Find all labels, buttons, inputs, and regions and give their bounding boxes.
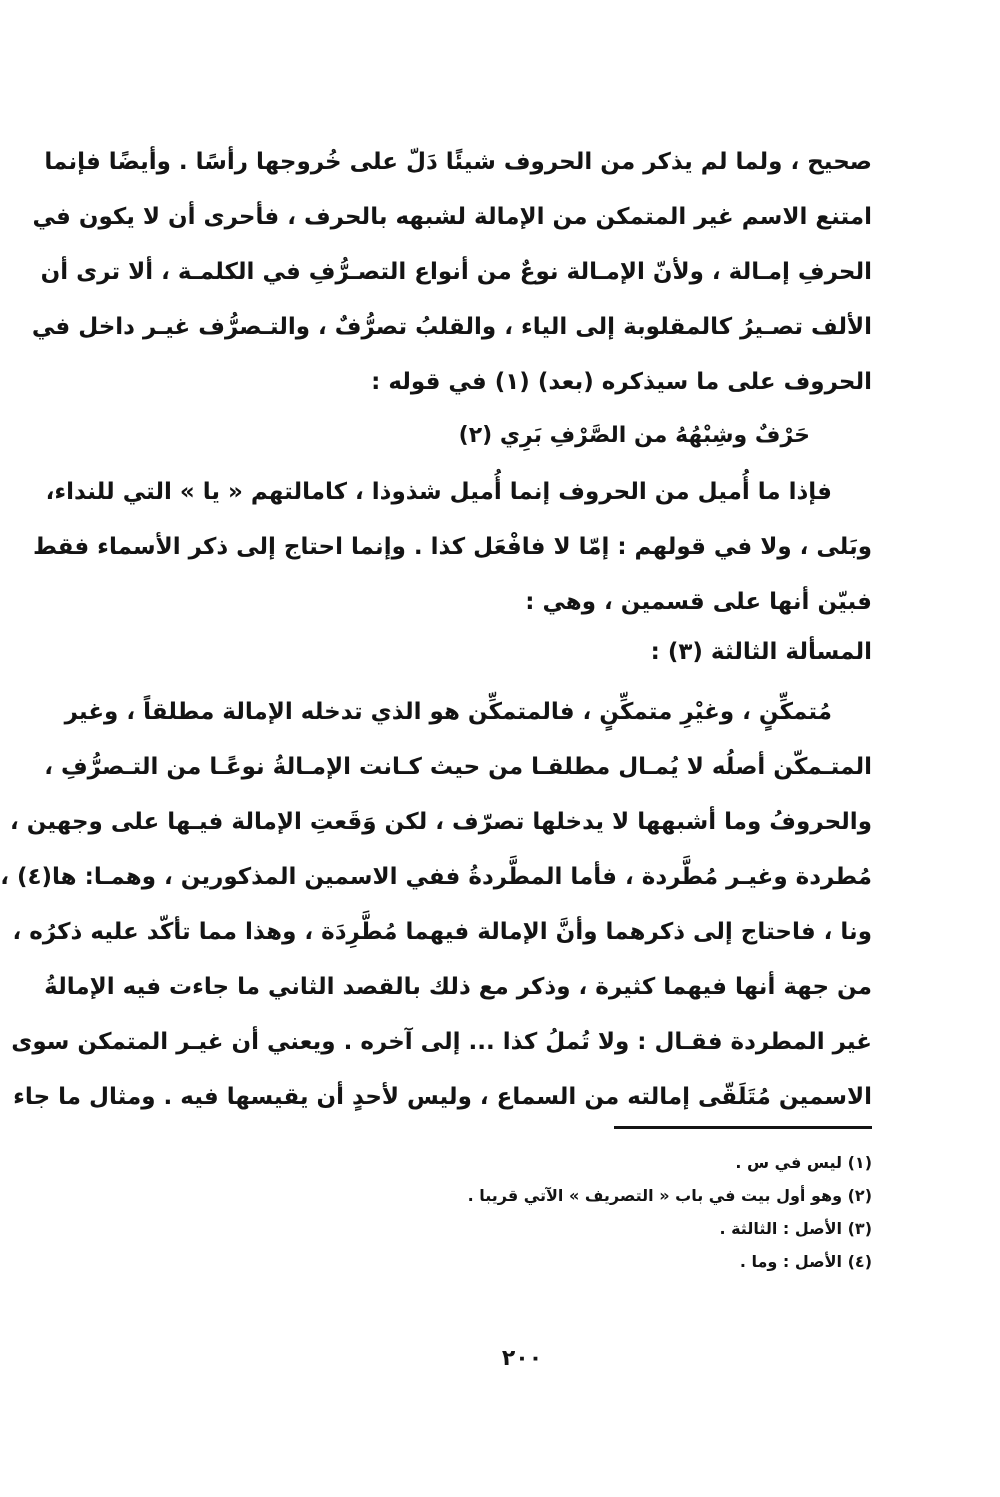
section-heading: المسألة الثالثة (٣) :	[650, 639, 872, 665]
text-line: من جهة أنها فيهما كثيرة ، وذكر مع ذلك بالقصد الثاني ما جاءت فيه الإمالةُ	[44, 974, 872, 1000]
footnote: (١) ليس في س .	[735, 1153, 872, 1172]
text-line: مُطردة وغيـر مُطَّردة ، فأما المطَّردةُ ففي الاسمين المذكورين ، وهمـا: ها(٤) ،	[0, 864, 872, 890]
main-text	[0, 138, 872, 1138]
text-line: الاسمين مُتَلَقّى إمالته من السماع ، وليس لأحدٍ أن يقيسها فيه . ومثال ما جاء	[13, 1084, 872, 1110]
verse-line: حَرْفٌ وشِبْهُهُ من الصَّرْفِ بَرِي (٢)	[458, 423, 810, 448]
text-line: فبيّن أنها على قسمين ، وهي :	[525, 589, 872, 615]
text-line: فإذا ما أُميل من الحروف إنما أُميل شذوذا ، كامالتهم « يا » التي للنداء،	[45, 479, 832, 505]
text-line: الحرفِ إمـالة ، ولأنّ الإمـالة نوعٌ من أنواع التصـرُّفِ في الكلمـة ، ألا ترى أن	[40, 259, 872, 285]
text-line: والحروفُ وما أشبهها لا يدخلها تصرّف ، لكن وَقَعتِ الإمالة فيـها على وجهين ،	[9, 809, 872, 835]
text-line: مُتمكِّنٍ ، وغيْرِ متمكِّنٍ ، فالمتمكِّن هو الذي تدخله الإمالة مطلقاً ، وغير	[64, 699, 832, 725]
page-number: ٢٠٠	[501, 1346, 543, 1371]
text-line: ونا ، فاحتاج إلى ذكرهما وأنَّ الإمالة فيهما مُطَّرِدَة ، وهذا مما تأكّد عليه ذكرُه ،	[12, 919, 872, 945]
text-line: الألف تصـيرُ كالمقلوبة إلى الياء ، والقلبُ تصرُّفٌ ، والتـصرُّف غيـر داخل في	[31, 314, 872, 340]
footnote: (٣) الأصل : الثالثة .	[719, 1219, 872, 1238]
text-line: المتـمكّن أصلُه لا يُمـال مطلقـا من حيث كـانت الإمـالةُ نوعًـا من التـصرُّفِ ،	[44, 754, 872, 780]
text-line: امتنع الاسم غير المتمكن من الإمالة لشبهه بالحرف ، فأحرى أن لا يكون في	[32, 204, 872, 230]
footnote: (٢) وهو أول بيت في باب « التصريف » الآتي قريبا .	[467, 1186, 872, 1205]
footnote: (٤) الأصل : وما .	[739, 1252, 872, 1271]
text-line: غير المطردة فقـال : ولا تُملُ كذا ... إلى آخره . ويعني أن غيـر المتمكن سوى	[11, 1029, 872, 1055]
text-line: الحروف على ما سيذكره (بعد) (١) في قوله :	[371, 369, 872, 395]
text-line: وبَلى ، ولا في قولهم : إمّا لا فافْعَل كذا . وإنما احتاج إلى ذكر الأسماء فقط	[32, 534, 872, 560]
footnote-divider	[614, 1126, 872, 1129]
text-line: صحيح ، ولما لم يذكر من الحروف شيئًا دَلّ على خُروجها رأسًا . وأيضًا فإنما	[44, 149, 872, 175]
